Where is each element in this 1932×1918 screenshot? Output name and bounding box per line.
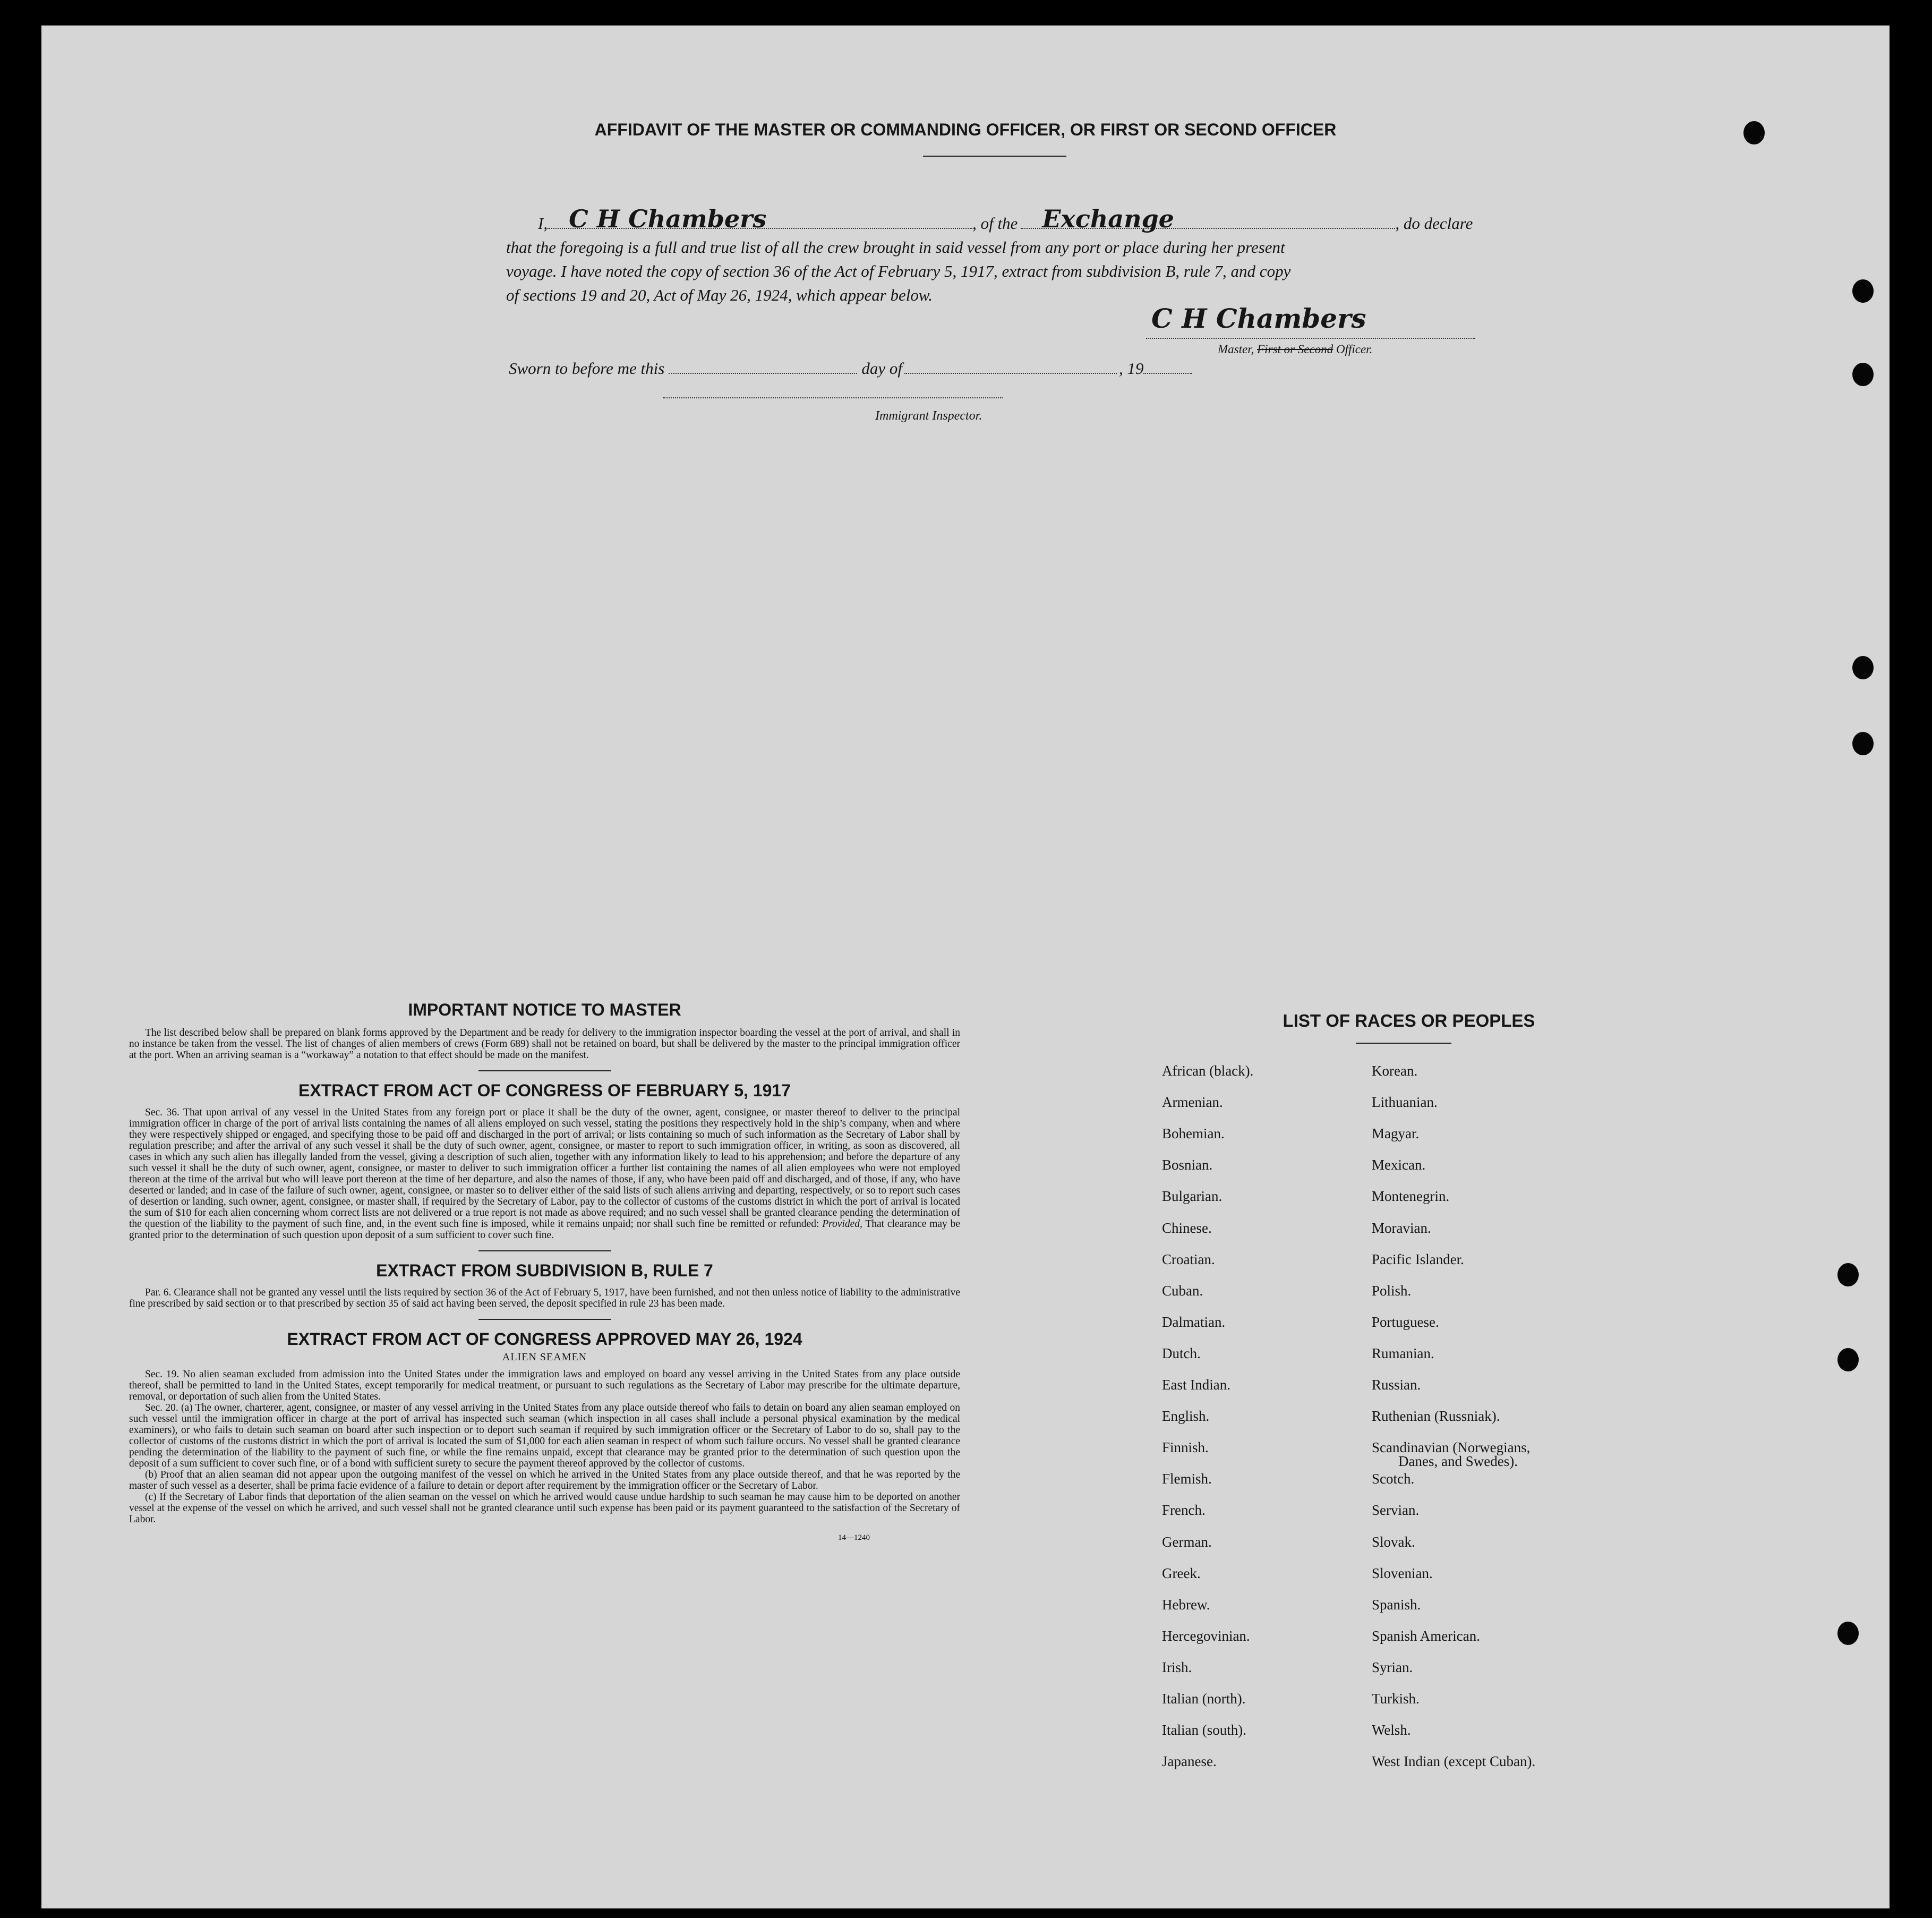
section-rule [478, 1070, 611, 1071]
sec20b-text: Proof that an alien seaman did not appear upon the outgoing manifest of the vessel on which he arrived in the United States from any place outside thereof, and that he was reported by the master of such vessel as a deserter, shall be prima facie evidence of a failure to detain or deport after requirement by the immigration officer or the Secretary of Labor. [129, 1469, 961, 1491]
sec20a [129, 1402, 960, 1469]
race-item: Lithuanian. [1372, 1094, 1438, 1111]
race-item: Moravian. [1372, 1220, 1431, 1236]
extract2-title: EXTRACT FROM SUBDIVISION B, RULE 7 [376, 1261, 713, 1280]
race-item: East Indian. [1162, 1377, 1230, 1393]
race-item: Armenian. [1162, 1094, 1223, 1111]
race-item: West Indian (except Cuban). [1372, 1753, 1536, 1770]
race-item: African (black). [1162, 1063, 1254, 1079]
punch-hole [1852, 656, 1874, 679]
race-item: Chinese. [1162, 1220, 1212, 1236]
race-item: Scotch. [1372, 1471, 1415, 1487]
race-item: Korean. [1372, 1063, 1418, 1079]
sec20b-label: (b) [145, 1469, 157, 1480]
punch-hole [1852, 279, 1874, 303]
race-item: English. [1162, 1408, 1210, 1425]
caption-officer: Officer. [1336, 343, 1373, 356]
punch-hole [1852, 732, 1874, 755]
race-item: Mexican. [1372, 1157, 1426, 1173]
vessel-field[interactable] [1021, 204, 1395, 233]
of-the-label: , of the [972, 214, 1018, 233]
year-label: , 19 [1118, 359, 1144, 378]
race-item: Slovak. [1372, 1533, 1415, 1550]
sec19 [129, 1369, 960, 1402]
inspector-caption: Immigrant Inspector. [875, 409, 982, 423]
affidavit-text [506, 204, 1534, 307]
race-item: Polish. [1372, 1282, 1412, 1299]
race-item: Italian (south). [1162, 1722, 1246, 1738]
race-item: Servian. [1372, 1502, 1420, 1519]
master-signature: C H Chambers [1151, 303, 1366, 334]
race-item: Slovenian. [1372, 1565, 1433, 1581]
race-item: Croatian. [1162, 1251, 1215, 1267]
race-item: Turkish. [1372, 1691, 1420, 1707]
sworn-month-field[interactable] [904, 359, 1117, 374]
race-item: Scandinavian (Norwegians, [1372, 1439, 1531, 1456]
provided-word: Provided, [822, 1218, 862, 1230]
affidavit-line-4: of sections 19 and 20, Act of May 26, 1924, which appear below. [506, 286, 933, 304]
sworn-text: Sworn to before me this [509, 359, 665, 378]
day-of-label: day of [861, 359, 902, 378]
race-item: Dutch. [1162, 1345, 1201, 1361]
extract2-body: Par. 6. Clearance shall not be granted any vessel until the lists required by section 36 of the Act of February 5, 1917, have been furnished, and not then unless notice of liability to the administrative fine prescribed by said section or to that prescribed by section 35 of said act having been served, the deposit specified in rule 23 has been made. [129, 1287, 960, 1309]
race-item: Irish. [1162, 1659, 1192, 1675]
form-number: 14—1240 [838, 1533, 870, 1542]
alien-seamen-subtitle: ALIEN SEAMEN [502, 1351, 587, 1363]
notice-body: The list described below shall be prepared on blank forms approved by the Department and be ready for delivery to the immigration inspector boarding the vessel at the port of arrival, and shall in no instance be taken from the vessel. The list of changes of alien members of crews (Form 689) shall not be retained on board, but shall be delivered by the master to the principal immigration officer at the port. When an arriving seaman is a “workaway” a notation to that effect should be made on the manifest. [129, 1027, 960, 1061]
sec19-label: Sec. 19. [145, 1369, 179, 1380]
sec20c-label: (c) [145, 1491, 157, 1503]
race-item: Cuban. [1162, 1282, 1203, 1299]
sec20-label: Sec. 20. (a) [145, 1402, 193, 1413]
race-item: Flemish. [1162, 1471, 1212, 1487]
i-label: I, [538, 214, 548, 233]
affidavit-line-2: that the foregoing is a full and true list of all the crew brought in said vessel from any port or place during her present [506, 238, 1285, 257]
sworn-year-field[interactable] [1143, 359, 1192, 374]
race-item: Montenegrin. [1372, 1188, 1450, 1205]
section-rule [478, 1250, 611, 1251]
race-item: Greek. [1162, 1565, 1201, 1581]
name-field[interactable] [548, 204, 972, 233]
caption-master: Master, [1218, 343, 1254, 356]
race-item: French. [1162, 1502, 1206, 1519]
do-declare-label: , do declare [1395, 214, 1473, 233]
affidavit-line-3: voyage. I have noted the copy of section 36 of the Act of February 5, 1917, extract from subdivision B, rule 7, and copy [506, 262, 1291, 280]
race-item: German. [1162, 1533, 1212, 1550]
sec36-text-end: That clearance may be granted prior to the determination of such question upon deposit of a sum sufficient to cover such fine. [129, 1218, 960, 1241]
race-item: Magyar. [1372, 1126, 1420, 1142]
notice-title: IMPORTANT NOTICE TO MASTER [408, 1000, 681, 1019]
extract3-title: EXTRACT FROM ACT OF CONGRESS APPROVED MAY 26, 1924 [287, 1329, 802, 1349]
punch-hole [1837, 1263, 1859, 1286]
caption-struck: First or Second [1257, 343, 1333, 356]
race-item: Rumanian. [1372, 1345, 1434, 1361]
inspector-signature-line[interactable] [663, 397, 1003, 398]
affidavit-title: AFFIDAVIT OF THE MASTER OR COMMANDING OFFICER, OR FIRST OR SECOND OFFICER [594, 120, 1337, 139]
races-title: LIST OF RACES OR PEOPLES [1283, 1011, 1535, 1030]
sec20-text: The owner, charterer, agent, consignee, or master of any vessel arriving in the United States from any place outside thereof who fails to detain on board any alien seaman employed on such vessel until the immigration officer in charge at the port of arrival has inspected such seaman (which inspection in all cases shall include a personal physical examination by the medical examiners), or who fails to detain such seaman on board after such inspection or to deport such seaman if required by such immigration officer or the Secretary of Labor to do so, shall pay to the collector of customs of the customs district in which the port of arrival is located the sum of $1,000 for each alien seaman in respect of whom such failure occurs. No vessel shall be granted clearance pending the determination of the liability to the payment of such fine, or while the fine remains unpaid, except that clearance may be granted prior to the determination of such question upon the deposit of a sum sufficient to cover such fine, or of a bond with sufficient surety to secure the payment thereof approved by the collector of customs. [129, 1402, 960, 1469]
race-item: Dalmatian. [1162, 1314, 1226, 1330]
race-item: Pacific Islander. [1372, 1251, 1464, 1267]
handwritten-vessel: Exchange [1042, 204, 1174, 233]
race-item: Spanish American. [1372, 1627, 1480, 1644]
punch-hole [1837, 1622, 1859, 1645]
sworn-day-field[interactable] [669, 359, 857, 374]
race-item: Syrian. [1372, 1659, 1413, 1675]
race-item: Portuguese. [1372, 1314, 1439, 1330]
extract1-body [129, 1107, 960, 1241]
notice-column [129, 1000, 960, 1542]
race-item: Bohemian. [1162, 1126, 1225, 1142]
race-item: Hebrew. [1162, 1596, 1210, 1613]
race-item: Spanish. [1372, 1596, 1421, 1613]
signature-caption [1218, 343, 1372, 356]
punch-hole [1837, 1348, 1859, 1371]
race-item: Hercegovinian. [1162, 1627, 1250, 1644]
sec36-label: Sec. 36. [145, 1107, 179, 1118]
race-item: Welsh. [1372, 1722, 1411, 1738]
race-item: Bulgarian. [1162, 1188, 1223, 1205]
race-item: Russian. [1372, 1377, 1421, 1393]
race-item: Italian (north). [1162, 1691, 1246, 1707]
races-rule [1356, 1043, 1451, 1044]
signature-line [1146, 338, 1475, 339]
sec36-text: That upon arrival of any vessel in the United States from any foreign port or place it shall be the duty of the owner, agent, consignee, or master thereof to deliver to the principal immigration officer in charge of the port of arrival lists containing the names of all aliens employed on such vessel, stating the positions they respectively hold in the ship’s company, when and where they were respectively shipped or engaged, and specifying those to be paid off and discharged in the port of arrival; or lists containing so much of such information as the Secretary of Labor shall by regulation prescribe; and after the arrival of any such vessel it shall be the duty of such owner, agent, consignee, or master to report to such immigration officer, in writing, as soon as discovered, all cases in which any such alien has illegally landed from the vessel, giving a description of such alien, together with any information likely to lead to his apprehension; and before the departure of any such vessel it shall be the duty of such owner, agent, consignee, or master to deliver to such immigration officer a further list containing the names of all alien employees who were not employed thereon at the time of the arrival but who will leave port thereon at the time of her departure, and also the names of those, if any, who have been paid off and discharged, and of those, if any, who have deserted or landed; and in case of the failure of such owner, agent, consignee, or master so to deliver either of the said lists of such aliens arriving and departing, respectively, or so to report such cases of desertion or landing, such owner, agent, consignee, or master shall, if required by the Secretary of Labor, pay to the collector of customs of the customs district in which the port of arrival is located the sum of $10 for each alien concerning whom correct lists are not delivered or a true report is not made as above required; and no such vessel shall be granted clearance pending the determination of the question of the liability to the payment of such fine, and, in the event such fine is imposed, while it remains unpaid; nor shall such fine be remitted or refunded: [129, 1107, 961, 1230]
sec20c [129, 1491, 960, 1525]
punch-hole [1852, 363, 1874, 386]
race-item-continued: Danes, and Swedes). [1398, 1453, 1518, 1470]
sworn-line [509, 359, 1192, 378]
form-page [41, 25, 1890, 1908]
race-item: Finnish. [1162, 1439, 1209, 1456]
race-item: Ruthenian (Russniak). [1372, 1408, 1500, 1425]
handwritten-name: C H Chambers [569, 204, 767, 233]
race-item: Japanese. [1162, 1753, 1217, 1770]
title-rule [923, 156, 1066, 157]
sec19-text: No alien seaman excluded from admission into the United States under the immigration laws and employed on board any vessel arriving in the United States from any place outside thereof, shall be permitted to land in the United States, except temporarily for medical treatment, or pursuant to such regulations as the Secretary of Labor may prescribe for the ultimate departure, removal, or deportation of such alien from the United States. [129, 1369, 960, 1402]
sec20c-text: If the Secretary of Labor finds that deportation of the alien seaman on the vessel on which he arrived would cause undue hardship to such seaman he may cause him to be deported on another vessel at the expense of the vessel on which he arrived, and such vessel shall not be granted clearance until such expense has been paid or its payment guaranteed to the satisfaction of the Secretary of Labor. [129, 1491, 960, 1525]
extract1-title: EXTRACT FROM ACT OF CONGRESS OF FEBRUARY 5, 1917 [298, 1081, 791, 1100]
section-rule [478, 1319, 611, 1320]
sec20b [129, 1469, 960, 1491]
race-item: Bosnian. [1162, 1157, 1213, 1173]
